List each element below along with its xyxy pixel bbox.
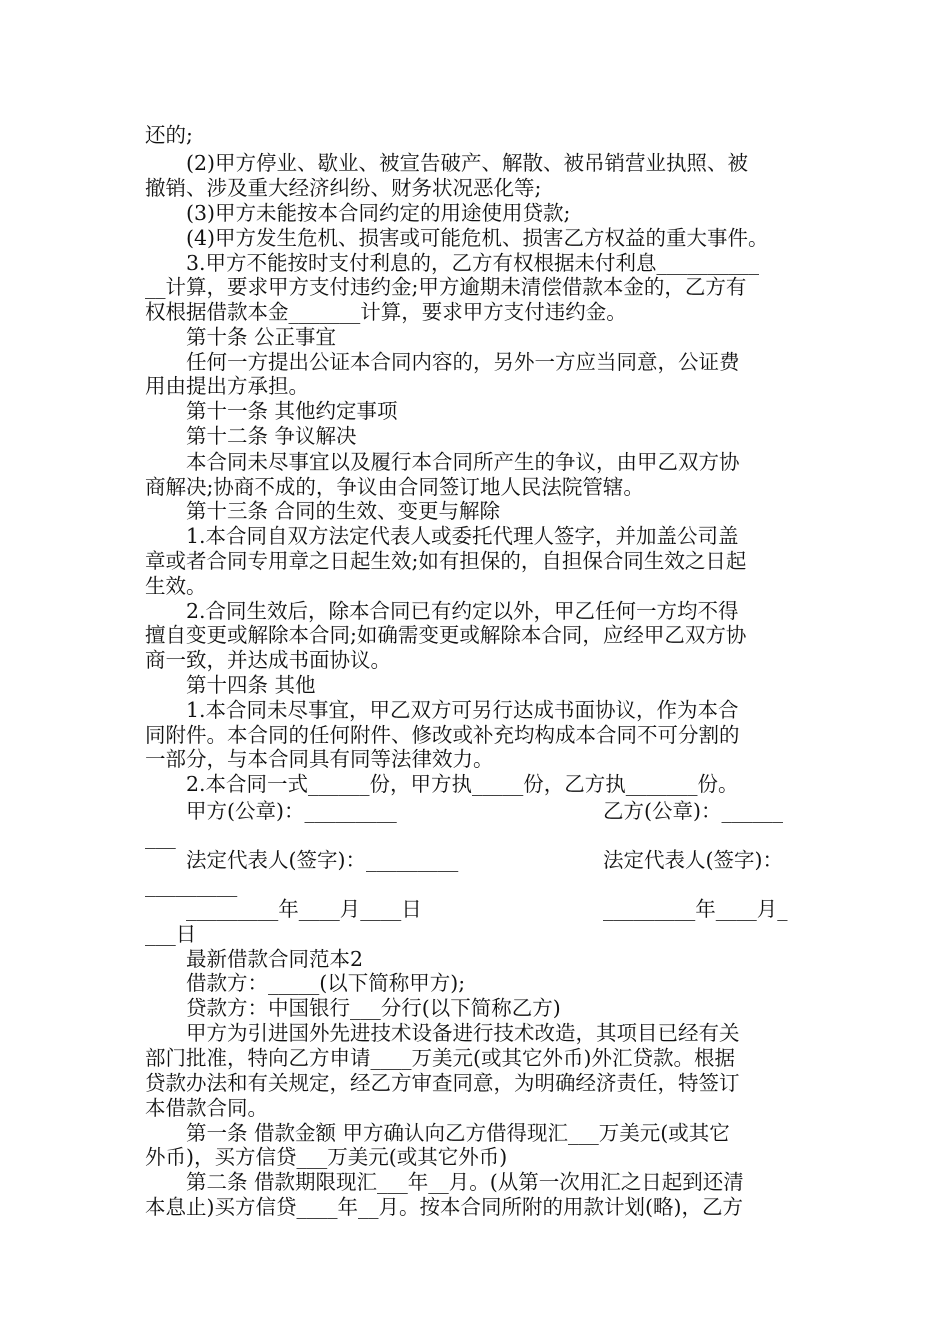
party-b-seal-continuation: ___ [145,825,176,849]
text-line: 生效。 [145,574,207,598]
section-heading: 第十四条 其他 [145,673,316,697]
text-line: 同附件。本合同的任何附件、修改或补充均构成本合同不可分割的 [145,723,740,747]
text-line: 商一致，并达成书面协议。 [145,648,391,672]
party-b-date-line: _________年____月_ [603,897,788,921]
text-line: __计算，要求甲方支付违约金;甲方逾期未清偿借款本金的，乙方有 [145,275,747,299]
section-heading: 第十一条 其他约定事项 [145,399,398,423]
text-line: (2)甲方停业、歇业、被宣告破产、解散、被吊销营业执照、被 [145,151,749,175]
text-line: (3)甲方未能按本合同约定的用途使用贷款; [145,201,571,225]
text-line: 本息止)买方信贷____年__月。按本合同所附的用款计划(略)，乙方 [145,1195,743,1219]
party-a-representative-line: 法定代表人(签字)：_________ [145,848,459,872]
text-line: 章或者合同专用章之日起生效;如有担保的，自担保合同生效之日起 [145,549,747,573]
text-line: (4)甲方发生危机、损害或可能危机、损害乙方权益的重大事件。 [145,226,769,250]
text-line: 2.本合同一式______份，甲方执_____份，乙方执_______份。 [145,772,739,796]
text-line: 商解决;协商不成的，争议由合同签订地人民法院管辖。 [145,475,644,499]
party-a-date-line: _________年____月____日 [145,897,422,921]
party-b-representative-continuation: _________ [145,873,238,897]
text-line: 第一条 借款金额 甲方确认向乙方借得现汇___万美元(或其它 [145,1121,730,1145]
text-line: 贷款办法和有关规定，经乙方审查同意，为明确经济责任，特签订 [145,1071,740,1095]
text-line: 甲方为引进国外先进技术设备进行技术改造，其项目已经有关 [145,1021,740,1045]
party-b-representative-line: 法定代表人(签字)： [603,848,783,872]
text-line: 1.本合同自双方法定代表人或委托代理人签字，并加盖公司盖 [145,524,739,548]
text-line: 用由提出方承担。 [145,374,309,398]
text-line: 权根据借款本金_______计算，要求甲方支付违约金。 [145,300,627,324]
text-line: 擅自变更或解除本合同;如确需变更或解除本合同，应经甲乙双方协 [145,623,747,647]
text-line: 1.本合同未尽事宜，甲乙双方可另行达成书面协议，作为本合 [145,698,739,722]
text-line: 2.合同生效后，除本合同已有约定以外，甲乙任何一方均不得 [145,599,739,623]
section-heading: 第十三条 合同的生效、变更与解除 [145,499,501,523]
text-line: 贷款方：中国银行___分行(以下简称乙方) [145,996,561,1020]
text-line: 任何一方提出公证本合同内容的，另外一方应当同意，公证费 [145,350,740,374]
text-line: 3.甲方不能按时支付利息的，乙方有权根据未付利息__________ [145,251,760,275]
party-a-seal-line: 甲方(公章)：_________ [145,799,397,823]
party-b-date-continuation: ___日 [145,922,197,946]
party-b-seal-line: 乙方(公章)：______ [603,799,783,823]
document-title: 最新借款合同范本2 [145,947,364,971]
text-line: 一部分，与本合同具有同等法律效力。 [145,747,494,771]
text-line: 借款方：_____(以下简称甲方); [145,971,466,995]
text-line: 部门批准，特向乙方申请____万美元(或其它外币)外汇贷款。根据 [145,1046,735,1070]
section-heading: 第十二条 争议解决 [145,424,357,448]
text-line: 本借款合同。 [145,1096,268,1120]
section-heading: 第十条 公正事宜 [145,325,337,349]
text-line: 撤销、涉及重大经济纠纷、财务状况恶化等; [145,176,542,200]
text-line: 第二条 借款期限现汇___年__月。(从第一次用汇之日起到还清 [145,1170,744,1194]
text-line: 本合同未尽事宜以及履行本合同所产生的争议，由甲乙双方协 [145,450,740,474]
text-line: 还的; [145,123,193,147]
text-line: 外币)，买方信贷___万美元(或其它外币) [145,1145,508,1169]
